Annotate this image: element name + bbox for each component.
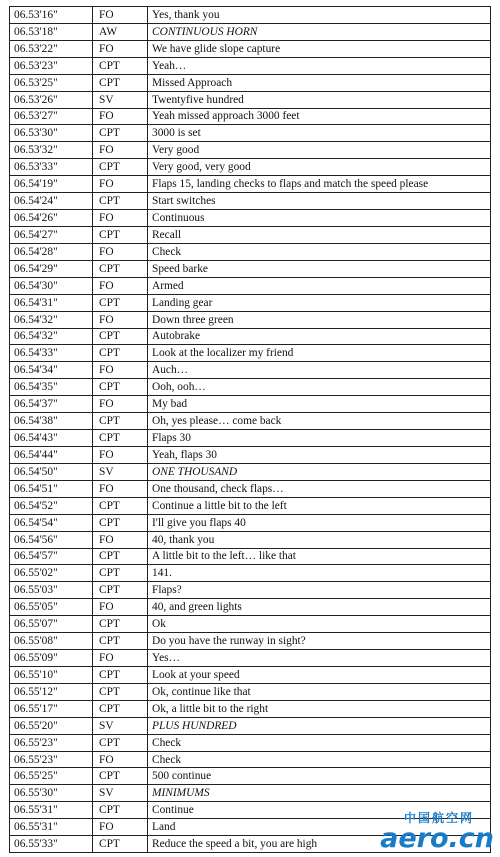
watermark-cn: 中国航空网: [403, 811, 474, 825]
time-cell: 06.54'34": [10, 362, 93, 379]
utterance-cell: Look at your speed: [148, 666, 491, 683]
utterance-cell: Auch…: [148, 362, 491, 379]
speaker-cell: FO: [93, 819, 148, 836]
utterance-cell: Yes…: [148, 650, 491, 667]
utterance-cell: I'll give you flaps 40: [148, 514, 491, 531]
utterance-cell: Check: [148, 243, 491, 260]
table-row: [10, 142, 491, 159]
speaker-cell: SV: [93, 91, 148, 108]
speaker-cell: CPT: [93, 836, 148, 853]
utterance-cell: Yeah, flaps 30: [148, 446, 491, 463]
speaker-cell: FO: [93, 311, 148, 328]
utterance-cell: Continuous: [148, 210, 491, 227]
utterance-cell: 3000 is set: [148, 125, 491, 142]
speaker-cell: FO: [93, 142, 148, 159]
time-cell: 06.54'30": [10, 277, 93, 294]
utterance-cell: Very good, very good: [148, 159, 491, 176]
table-row: [10, 277, 491, 294]
speaker-cell: CPT: [93, 413, 148, 430]
speaker-cell: FO: [93, 531, 148, 548]
utterance-cell: Autobrake: [148, 328, 491, 345]
speaker-cell: CPT: [93, 125, 148, 142]
utterance-cell: One thousand, check flaps…: [148, 480, 491, 497]
speaker-cell: CPT: [93, 430, 148, 447]
time-cell: 06.54'37": [10, 396, 93, 413]
speaker-cell: FO: [93, 396, 148, 413]
speaker-cell: FO: [93, 650, 148, 667]
utterance-cell: 40, and green lights: [148, 599, 491, 616]
utterance-cell: Ok: [148, 616, 491, 633]
table-row: [10, 480, 491, 497]
time-cell: 06.54'29": [10, 260, 93, 277]
time-cell: 06.53'18": [10, 23, 93, 40]
speaker-cell: CPT: [93, 582, 148, 599]
utterance-cell: Twentyfive hundred: [148, 91, 491, 108]
time-cell: 06.54'26": [10, 210, 93, 227]
speaker-cell: CPT: [93, 565, 148, 582]
table-row: [10, 193, 491, 210]
utterance-cell: Yeah missed approach 3000 feet: [148, 108, 491, 125]
time-cell: 06.55'33": [10, 836, 93, 853]
table-row: [10, 413, 491, 430]
transcript-body: [10, 7, 491, 853]
utterance-cell: My bad: [148, 396, 491, 413]
table-row: [10, 328, 491, 345]
table-row: [10, 548, 491, 565]
speaker-cell: CPT: [93, 328, 148, 345]
speaker-cell: CPT: [93, 548, 148, 565]
utterance-cell: Do you have the runway in sight?: [148, 633, 491, 650]
table-row: [10, 514, 491, 531]
table-row: [10, 40, 491, 57]
table-row: [10, 125, 491, 142]
speaker-cell: CPT: [93, 260, 148, 277]
table-row: [10, 734, 491, 751]
time-cell: 06.55'17": [10, 700, 93, 717]
table-row: [10, 23, 491, 40]
table-row: [10, 633, 491, 650]
utterance-cell: Armed: [148, 277, 491, 294]
speaker-cell: CPT: [93, 666, 148, 683]
time-cell: 06.54'43": [10, 430, 93, 447]
utterance-cell: Ooh, ooh…: [148, 379, 491, 396]
utterance-cell: Recall: [148, 226, 491, 243]
table-row: [10, 616, 491, 633]
utterance-cell: A little bit to the left… like that: [148, 548, 491, 565]
speaker-cell: FO: [93, 7, 148, 24]
time-cell: 06.55'07": [10, 616, 93, 633]
utterance-cell: ONE THOUSAND: [148, 463, 491, 480]
speaker-cell: CPT: [93, 226, 148, 243]
time-cell: 06.54'52": [10, 497, 93, 514]
time-cell: 06.55'02": [10, 565, 93, 582]
speaker-cell: SV: [93, 463, 148, 480]
utterance-cell: Yeah…: [148, 57, 491, 74]
speaker-cell: CPT: [93, 633, 148, 650]
table-row: [10, 666, 491, 683]
time-cell: 06.53'30": [10, 125, 93, 142]
utterance-cell: 141.: [148, 565, 491, 582]
table-row: [10, 751, 491, 768]
time-cell: 06.55'08": [10, 633, 93, 650]
table-row: [10, 176, 491, 193]
time-cell: 06.54'38": [10, 413, 93, 430]
speaker-cell: CPT: [93, 802, 148, 819]
time-cell: 06.54'54": [10, 514, 93, 531]
speaker-cell: CPT: [93, 616, 148, 633]
time-cell: 06.54'31": [10, 294, 93, 311]
time-cell: 06.54'33": [10, 345, 93, 362]
speaker-cell: FO: [93, 108, 148, 125]
time-cell: 06.54'27": [10, 226, 93, 243]
table-row: [10, 7, 491, 24]
utterance-cell: Start switches: [148, 193, 491, 210]
time-cell: 06.54'28": [10, 243, 93, 260]
time-cell: 06.55'23": [10, 751, 93, 768]
speaker-cell: CPT: [93, 379, 148, 396]
utterance-cell: Continue a little bit to the left: [148, 497, 491, 514]
table-row: [10, 497, 491, 514]
table-row: [10, 243, 491, 260]
speaker-cell: SV: [93, 785, 148, 802]
time-cell: 06.53'33": [10, 159, 93, 176]
time-cell: 06.55'20": [10, 717, 93, 734]
table-row: [10, 396, 491, 413]
time-cell: 06.55'05": [10, 599, 93, 616]
speaker-cell: FO: [93, 599, 148, 616]
speaker-cell: CPT: [93, 74, 148, 91]
speaker-cell: FO: [93, 176, 148, 193]
time-cell: 06.54'24": [10, 193, 93, 210]
speaker-cell: CPT: [93, 497, 148, 514]
speaker-cell: CPT: [93, 193, 148, 210]
utterance-cell: Oh, yes please… come back: [148, 413, 491, 430]
time-cell: 06.53'27": [10, 108, 93, 125]
time-cell: 06.55'12": [10, 683, 93, 700]
utterance-cell: Reduce the speed a bit, you are high: [148, 836, 491, 853]
table-row: [10, 260, 491, 277]
table-row: [10, 565, 491, 582]
time-cell: 06.53'16": [10, 7, 93, 24]
transcript-wrapper: [9, 6, 491, 853]
utterance-cell: Flaps?: [148, 582, 491, 599]
table-row: [10, 311, 491, 328]
watermark-logo: [344, 809, 494, 853]
speaker-cell: FO: [93, 210, 148, 227]
time-cell: 06.55'30": [10, 785, 93, 802]
table-row: [10, 430, 491, 447]
speaker-cell: FO: [93, 40, 148, 57]
utterance-cell: Down three green: [148, 311, 491, 328]
time-cell: 06.53'22": [10, 40, 93, 57]
utterance-cell: Ok, a little bit to the right: [148, 700, 491, 717]
utterance-cell: Check: [148, 751, 491, 768]
speaker-cell: CPT: [93, 345, 148, 362]
utterance-cell: Speed barke: [148, 260, 491, 277]
utterance-cell: CONTINUOUS HORN: [148, 23, 491, 40]
time-cell: 06.54'32": [10, 311, 93, 328]
utterance-cell: Flaps 15, landing checks to flaps and match the speed please: [148, 176, 491, 193]
time-cell: 06.55'23": [10, 734, 93, 751]
watermark-en: aero.cn: [380, 823, 494, 854]
speaker-cell: SV: [93, 717, 148, 734]
time-cell: 06.55'31": [10, 819, 93, 836]
table-row: [10, 463, 491, 480]
utterance-cell: Look at the localizer my friend: [148, 345, 491, 362]
utterance-cell: 40, thank you: [148, 531, 491, 548]
speaker-cell: CPT: [93, 683, 148, 700]
utterance-cell: Ok, continue like that: [148, 683, 491, 700]
utterance-cell: Check: [148, 734, 491, 751]
utterance-cell: Yes, thank you: [148, 7, 491, 24]
table-row: [10, 57, 491, 74]
time-cell: 06.53'25": [10, 74, 93, 91]
table-row: [10, 446, 491, 463]
time-cell: 06.55'09": [10, 650, 93, 667]
table-row: [10, 599, 491, 616]
time-cell: 06.55'25": [10, 768, 93, 785]
time-cell: 06.55'03": [10, 582, 93, 599]
utterance-cell: Continue: [148, 802, 491, 819]
time-cell: 06.54'44": [10, 446, 93, 463]
table-row: [10, 700, 491, 717]
speaker-cell: CPT: [93, 768, 148, 785]
table-row: [10, 91, 491, 108]
table-row: [10, 582, 491, 599]
speaker-cell: FO: [93, 243, 148, 260]
time-cell: 06.53'32": [10, 142, 93, 159]
table-row: [10, 108, 491, 125]
speaker-cell: FO: [93, 446, 148, 463]
time-cell: 06.54'32": [10, 328, 93, 345]
speaker-cell: CPT: [93, 514, 148, 531]
speaker-cell: FO: [93, 362, 148, 379]
table-row: [10, 345, 491, 362]
utterance-cell: Very good: [148, 142, 491, 159]
speaker-cell: CPT: [93, 294, 148, 311]
speaker-cell: CPT: [93, 700, 148, 717]
time-cell: 06.54'19": [10, 176, 93, 193]
utterance-cell: Land: [148, 819, 491, 836]
time-cell: 06.55'31": [10, 802, 93, 819]
speaker-cell: AW: [93, 23, 148, 40]
table-row: [10, 210, 491, 227]
time-cell: 06.54'51": [10, 480, 93, 497]
table-row: [10, 226, 491, 243]
table-row: [10, 294, 491, 311]
utterance-cell: 500 continue: [148, 768, 491, 785]
table-row: [10, 717, 491, 734]
time-cell: 06.55'10": [10, 666, 93, 683]
transcript-table: [9, 6, 491, 853]
speaker-cell: CPT: [93, 57, 148, 74]
table-row: [10, 683, 491, 700]
speaker-cell: CPT: [93, 734, 148, 751]
time-cell: 06.54'56": [10, 531, 93, 548]
table-row: [10, 768, 491, 785]
time-cell: 06.54'57": [10, 548, 93, 565]
speaker-cell: FO: [93, 751, 148, 768]
speaker-cell: FO: [93, 277, 148, 294]
time-cell: 06.53'23": [10, 57, 93, 74]
table-row: [10, 650, 491, 667]
speaker-cell: CPT: [93, 159, 148, 176]
utterance-cell: We have glide slope capture: [148, 40, 491, 57]
utterance-cell: MINIMUMS: [148, 785, 491, 802]
table-row: [10, 74, 491, 91]
time-cell: 06.54'50": [10, 463, 93, 480]
utterance-cell: Missed Approach: [148, 74, 491, 91]
table-row: [10, 379, 491, 396]
table-row: [10, 531, 491, 548]
table-row: [10, 159, 491, 176]
utterance-cell: PLUS HUNDRED: [148, 717, 491, 734]
table-row: [10, 785, 491, 802]
utterance-cell: Landing gear: [148, 294, 491, 311]
speaker-cell: FO: [93, 480, 148, 497]
table-row: [10, 362, 491, 379]
time-cell: 06.53'26": [10, 91, 93, 108]
time-cell: 06.54'35": [10, 379, 93, 396]
utterance-cell: Flaps 30: [148, 430, 491, 447]
